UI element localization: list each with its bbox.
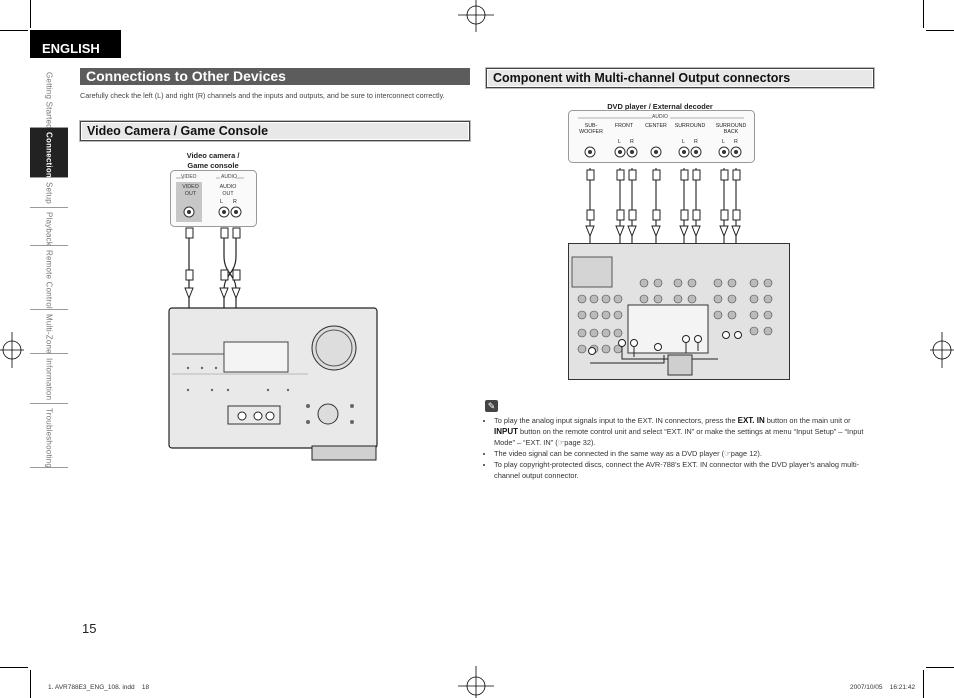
channel-surround: SURROUND xyxy=(674,123,706,129)
footer-file-info: 1. AVR788E3_ENG_108. indd 18 xyxy=(48,684,150,691)
section-title-video-camera: Video Camera / Game Console xyxy=(80,121,470,141)
crop-mark xyxy=(923,670,924,698)
registration-mark-bottom xyxy=(458,666,494,698)
channel-r-label: R xyxy=(233,199,237,205)
language-tab: ENGLISH xyxy=(30,30,121,58)
page-ref-icon: ☞ xyxy=(724,449,731,458)
surround-l-label: L xyxy=(682,139,685,145)
crop-mark xyxy=(926,30,954,31)
footer-timestamp: 2007/10/05 16:21:42 xyxy=(850,684,916,691)
surround-back-l-label: L xyxy=(722,139,725,145)
side-nav xyxy=(30,68,68,468)
audio-out-label: AUDIO OUT xyxy=(219,184,237,197)
crop-mark xyxy=(0,30,28,31)
crop-mark xyxy=(30,670,31,698)
receiver-front-panel xyxy=(168,306,380,462)
tab-setup[interactable]: Setup xyxy=(30,178,68,208)
note-item: • The video signal can be connected in the same way as a DVD player (☞page 12). xyxy=(494,448,874,459)
channel-l-label: L xyxy=(220,199,223,205)
channel-subwoofer: SUB- WOOFER xyxy=(579,123,603,135)
front-r-label: R xyxy=(630,139,634,145)
receiver-rear-panel xyxy=(568,243,790,381)
video-out-label: VIDEO OUT xyxy=(182,184,199,197)
device-label: Video camera / Game console xyxy=(186,151,240,170)
channel-center: CENTER xyxy=(645,123,667,129)
page-number: 15 xyxy=(82,621,97,636)
page-title: Connections to Other Devices xyxy=(80,68,470,85)
tab-connections[interactable]: Connections xyxy=(30,128,68,178)
notes-list xyxy=(486,415,874,481)
tab-information[interactable]: Information xyxy=(30,354,68,404)
tab-multi-zone[interactable]: Multi-Zone xyxy=(30,310,68,354)
tab-troubleshooting[interactable]: Troubleshooting xyxy=(30,404,68,468)
registration-mark-top xyxy=(458,0,494,32)
registration-mark-left xyxy=(0,332,24,368)
audio-group-label: AUDIO xyxy=(221,174,237,180)
tab-playback[interactable]: Playback xyxy=(30,208,68,246)
note-pencil-icon: ✎ xyxy=(485,400,498,412)
section-title-multichannel: Component with Multi-channel Output connectors xyxy=(486,68,874,88)
crop-mark xyxy=(923,0,924,28)
surround-r-label: R xyxy=(694,139,698,145)
note-item: • To play copyright-protected discs, connect the AVR-788’s EXT. IN connector with the DVD player’s analog multi-channel output connector. xyxy=(494,459,874,481)
tab-getting-started[interactable]: Getting Started xyxy=(30,68,68,128)
crop-mark xyxy=(0,667,28,668)
dvd-audio-group-label: AUDIO xyxy=(652,114,668,120)
intro-text: Carefully check the left (L) and right (R) channels and the inputs and outputs, and be sure to interconnect correctly. xyxy=(80,91,445,100)
tab-remote-control[interactable]: Remote Control xyxy=(30,246,68,310)
video-group-label: VIDEO xyxy=(181,174,197,180)
note-item: • To play the analog input signals input to the EXT. IN connectors, press the EXT. IN button on the main unit or INPUT button on the remote control unit and select “EXT. IN” or make the settings at menu “Input Setup” – “Input Mode” – “EXT. IN” (☞page 32). xyxy=(494,415,874,448)
crop-mark xyxy=(30,0,31,28)
channel-front: FRONT xyxy=(614,123,634,129)
dvd-device-label: DVD player / External decoder xyxy=(607,102,713,111)
channel-surround-back: SURROUND BACK xyxy=(715,123,747,135)
surround-back-r-label: R xyxy=(734,139,738,145)
crop-mark xyxy=(926,667,954,668)
registration-mark-right xyxy=(930,332,954,368)
page-ref-icon: ☞ xyxy=(557,438,565,447)
front-l-label: L xyxy=(618,139,621,145)
